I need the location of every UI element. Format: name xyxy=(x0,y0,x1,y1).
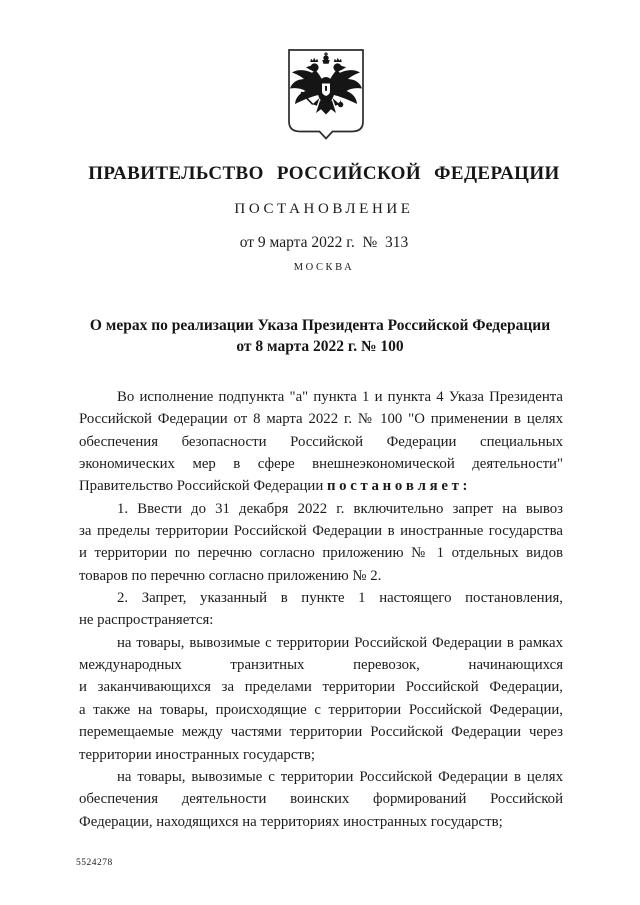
body-line: перемещаемые между частями территории Российской Федерации через xyxy=(79,724,563,741)
body-line: международных транзитных перевозок, начинающихся xyxy=(79,657,563,674)
body-line: 2. Запрет, указанный в пункте 1 настоящего постановления, xyxy=(117,590,563,607)
body-line-text: Правительство Российской Федерации xyxy=(79,478,327,495)
document-title-line1: О мерах по реализации Указа Президента Российской Федерации xyxy=(89,317,551,334)
body-line: Российской Федерации от 8 марта 2022 г. № 100 "О применении в целях xyxy=(79,411,563,428)
decree-verb-emphasis: п о с т а н о в л я е т : xyxy=(326,478,468,495)
body-line: за пределы территории Российской Федерации в иностранные государства xyxy=(79,523,563,540)
body-line: товаров по перечню согласно приложению № 2. xyxy=(79,567,382,584)
body-line: обеспечения деятельности воинских формирований Российской xyxy=(79,791,563,808)
body-line: территории иностранных государств; xyxy=(79,746,315,763)
body-line: экономических мер в сфере внешнеэкономической деятельности" xyxy=(79,456,563,473)
body-line: Во исполнение подпункта "а" пункта 1 и пункта 4 Указа Президента xyxy=(117,389,563,405)
document-type-heading: ПОСТАНОВЛЕНИЕ xyxy=(234,201,414,217)
body-text xyxy=(79,386,563,833)
organization-name: ПРАВИТЕЛЬСТВО РОССИЙСКОЙ ФЕДЕРАЦИИ xyxy=(88,163,560,184)
body-line: и заканчивающихся за пределами территории Российской Федерации, xyxy=(79,679,563,696)
document-code: 5524278 xyxy=(76,858,113,868)
document-title-line2: от 8 марта 2022 г. № 100 xyxy=(236,338,404,355)
body-line: а также на товары, происходящие с территории Российской Федерации, xyxy=(79,701,563,718)
date-number-line: от 9 марта 2022 г. № 313 xyxy=(239,234,409,251)
body-line: на товары, вывозимые с территории Российской Федерации в рамках xyxy=(117,634,563,651)
body-line: на товары, вывозимые с территории Российской Федерации в целях xyxy=(117,768,563,785)
city-label: МОСКВА xyxy=(293,262,355,273)
body-line: не распространяется: xyxy=(79,612,214,629)
body-line: обеспечения безопасности Российской Федерации специальных xyxy=(79,433,563,450)
body-line xyxy=(79,475,563,497)
body-line: и территории по перечню согласно приложению № 1 отдельных видов xyxy=(79,545,563,562)
coat-of-arms xyxy=(287,48,365,141)
body-line: 1. Ввести до 31 декабря 2022 г. включительно запрет на вывоз xyxy=(117,500,563,517)
body-line: Федерации, находящихся на территориях иностранных государств; xyxy=(79,813,503,830)
document-title xyxy=(70,315,570,357)
